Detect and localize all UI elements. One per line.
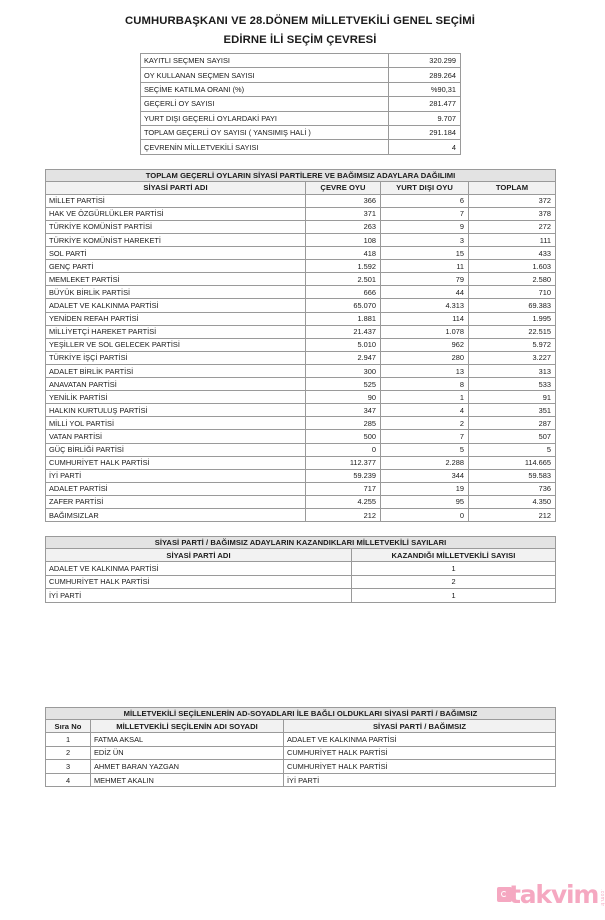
party-abroad-votes-cell: 13 [381, 364, 469, 377]
summary-row-label: ÇEVRENİN MİLLETVEKİLİ SAYISI [141, 140, 389, 154]
party-abroad-votes-cell: 11 [381, 260, 469, 273]
party-name-cell: MİLLİ YOL PARTİSİ [46, 417, 306, 430]
party-total-votes-cell: 2.580 [469, 273, 556, 286]
table-row [46, 194, 556, 207]
table-row [46, 562, 556, 576]
page-title: CUMHURBAŞKANI VE 28.DÖNEM MİLLETVEKİLİ GENEL SEÇİMİ [124, 15, 476, 27]
table-row [46, 325, 556, 338]
table-row [46, 495, 556, 508]
party-total-votes-cell: 287 [469, 417, 556, 430]
party-total-votes-cell: 378 [469, 207, 556, 220]
party-total-votes-cell: 212 [469, 508, 556, 521]
party-local-votes-cell: 65.070 [306, 299, 381, 312]
party-local-votes-cell: 263 [306, 220, 381, 233]
party-local-votes-cell: 366 [306, 194, 381, 207]
party-name-cell: İYİ PARTİ [46, 469, 306, 482]
summary-row [141, 82, 461, 96]
party-total-votes-cell: 111 [469, 234, 556, 247]
summary-row-value: 4 [389, 140, 461, 154]
summary-row-value: 289.264 [389, 68, 461, 82]
table-row [46, 273, 556, 286]
party-abroad-votes-cell: 95 [381, 495, 469, 508]
party-abroad-votes-cell: 1.078 [381, 325, 469, 338]
table-row [46, 456, 556, 469]
party-local-votes-cell: 1.592 [306, 260, 381, 273]
table-row [46, 299, 556, 312]
party-abroad-votes-cell: 0 [381, 508, 469, 521]
mps-table-banner-row [46, 708, 556, 720]
party-local-votes-cell: 2.501 [306, 273, 381, 286]
party-total-votes-cell: 22.515 [469, 325, 556, 338]
party-local-votes-cell: 90 [306, 391, 381, 404]
party-local-votes-cell: 717 [306, 482, 381, 495]
watermark-tld: .com.tr [599, 888, 605, 906]
party-local-votes-cell: 4.255 [306, 495, 381, 508]
mp-name-cell: MEHMET AKALIN [91, 773, 284, 787]
party-total-votes-cell: 69.383 [469, 299, 556, 312]
party-name-cell: MEMLEKET PARTİSİ [46, 273, 306, 286]
table-row [46, 286, 556, 299]
mp-row-number-cell: 4 [46, 773, 91, 787]
table-row [46, 773, 556, 787]
party-table-column-header-row [46, 181, 556, 194]
party-name-cell: GENÇ PARTİ [46, 260, 306, 273]
elected-mps-table [45, 707, 556, 787]
table-row [46, 575, 556, 589]
page-subtitle: EDİRNE İLİ SEÇİM ÇEVRESİ [223, 34, 377, 46]
table-row [46, 443, 556, 456]
party-abroad-votes-cell: 2 [381, 417, 469, 430]
table-row [46, 391, 556, 404]
party-name-cell: ADALET PARTİSİ [46, 482, 306, 495]
party-local-votes-cell: 21.437 [306, 325, 381, 338]
party-total-votes-cell: 5.972 [469, 338, 556, 351]
party-abroad-votes-cell: 79 [381, 273, 469, 286]
table-row [46, 404, 556, 417]
mp-row-number-cell: 3 [46, 760, 91, 774]
column-header-total-votes: TOPLAM [469, 181, 556, 194]
party-abroad-votes-cell: 44 [381, 286, 469, 299]
party-total-votes-cell: 272 [469, 220, 556, 233]
party-name-cell: TÜRKİYE KOMÜNİST PARTİSİ [46, 220, 306, 233]
party-total-votes-cell: 114.665 [469, 456, 556, 469]
party-total-votes-cell: 507 [469, 430, 556, 443]
summary-table [140, 53, 461, 155]
table-row [46, 469, 556, 482]
column-header-row-number: Sıra No [46, 720, 91, 733]
mps-table-column-header-row [46, 720, 556, 733]
party-local-votes-cell: 2.947 [306, 351, 381, 364]
seat-count-cell: 2 [352, 575, 556, 589]
summary-row [141, 140, 461, 154]
summary-row-value: 320.299 [389, 54, 461, 68]
party-abroad-votes-cell: 962 [381, 338, 469, 351]
party-name-cell: TÜRKİYE İŞÇİ PARTİSİ [46, 351, 306, 364]
party-abroad-votes-cell: 8 [381, 378, 469, 391]
party-local-votes-cell: 525 [306, 378, 381, 391]
mp-row-number-cell: 1 [46, 733, 91, 747]
table-row [46, 508, 556, 521]
column-header-mp-party: SİYASİ PARTİ / BAĞIMSIZ [284, 720, 556, 733]
mps-table-banner: MİLLETVEKİLİ SEÇİLENLERİN AD-SOYADLARI İLE BAĞLI OLDUKLARI SİYASİ PARTİ / BAĞIMSIZ [46, 708, 556, 720]
party-name-cell: ADALET VE KALKINMA PARTİSİ [46, 299, 306, 312]
seats-table-banner-row [46, 537, 556, 549]
summary-row-value: 9.707 [389, 111, 461, 125]
mp-name-cell: EDİZ ÜN [91, 746, 284, 760]
party-total-votes-cell: 710 [469, 286, 556, 299]
party-total-votes-cell: 1.995 [469, 312, 556, 325]
party-local-votes-cell: 1.881 [306, 312, 381, 325]
table-row [46, 733, 556, 747]
party-abroad-votes-cell: 114 [381, 312, 469, 325]
party-name-cell: CUMHURİYET HALK PARTİSİ [46, 456, 306, 469]
party-abroad-votes-cell: 5 [381, 443, 469, 456]
table-row [46, 746, 556, 760]
party-name-cell: TÜRKİYE KOMÜNİST HAREKETİ [46, 234, 306, 247]
seat-party-name-cell: CUMHURİYET HALK PARTİSİ [46, 575, 352, 589]
party-name-cell: YENİDEN REFAH PARTİSİ [46, 312, 306, 325]
seat-party-name-cell: ADALET VE KALKINMA PARTİSİ [46, 562, 352, 576]
party-local-votes-cell: 347 [306, 404, 381, 417]
party-total-votes-cell: 4.350 [469, 495, 556, 508]
party-vote-distribution-table [45, 169, 556, 522]
seat-party-name-cell: İYİ PARTİ [46, 589, 352, 603]
table-row [46, 312, 556, 325]
summary-row-value: 281.477 [389, 97, 461, 111]
seat-count-cell: 1 [352, 562, 556, 576]
party-local-votes-cell: 108 [306, 234, 381, 247]
table-row [46, 351, 556, 364]
party-abroad-votes-cell: 3 [381, 234, 469, 247]
party-abroad-votes-cell: 9 [381, 220, 469, 233]
party-name-cell: ADALET BİRLİK PARTİSİ [46, 364, 306, 377]
seats-won-table [45, 536, 556, 603]
table-row [46, 247, 556, 260]
party-abroad-votes-cell: 280 [381, 351, 469, 364]
mp-party-cell: CUMHURİYET HALK PARTİSİ [284, 746, 556, 760]
summary-row-label: YURT DIŞI GEÇERLİ OYLARDAKİ PAYI [141, 111, 389, 125]
party-name-cell: HALKIN KURTULUŞ PARTİSİ [46, 404, 306, 417]
column-header-party-name: SİYASİ PARTİ ADI [46, 181, 306, 194]
table-row [46, 207, 556, 220]
party-abroad-votes-cell: 2.288 [381, 456, 469, 469]
party-name-cell: BAĞIMSIZLAR [46, 508, 306, 521]
table-row [46, 260, 556, 273]
party-total-votes-cell: 433 [469, 247, 556, 260]
party-abroad-votes-cell: 4 [381, 404, 469, 417]
party-table-banner: TOPLAM GEÇERLİ OYLARIN SİYASİ PARTİLERE VE BAĞIMSIZ ADAYLARA DAĞILIMI [46, 169, 556, 181]
summary-row-label: GEÇERLİ OY SAYISI [141, 97, 389, 111]
party-abroad-votes-cell: 7 [381, 430, 469, 443]
seats-table-column-header-row [46, 549, 556, 562]
party-table-body [46, 194, 556, 521]
party-local-votes-cell: 59.239 [306, 469, 381, 482]
summary-row-label: SEÇİME KATILMA ORANI (%) [141, 82, 389, 96]
seat-count-cell: 1 [352, 589, 556, 603]
table-row [46, 234, 556, 247]
party-abroad-votes-cell: 1 [381, 391, 469, 404]
party-local-votes-cell: 0 [306, 443, 381, 456]
party-name-cell: HAK VE ÖZGÜRLÜKLER PARTİSİ [46, 207, 306, 220]
summary-table-body [141, 54, 461, 155]
column-header-seat-party-name: SİYASİ PARTİ ADI [46, 549, 352, 562]
party-table-banner-row [46, 169, 556, 181]
party-total-votes-cell: 313 [469, 364, 556, 377]
summary-row [141, 97, 461, 111]
party-abroad-votes-cell: 19 [381, 482, 469, 495]
party-total-votes-cell: 1.603 [469, 260, 556, 273]
party-name-cell: SOL PARTİ [46, 247, 306, 260]
party-local-votes-cell: 285 [306, 417, 381, 430]
party-local-votes-cell: 112.377 [306, 456, 381, 469]
party-name-cell: ANAVATAN PARTİSİ [46, 378, 306, 391]
seats-table-head [46, 537, 556, 562]
table-row [46, 482, 556, 495]
summary-row-value: 291.184 [389, 125, 461, 139]
summary-row [141, 125, 461, 139]
party-name-cell: YEŞİLLER VE SOL GELECEK PARTİSİ [46, 338, 306, 351]
summary-row-value: %90,31 [389, 82, 461, 96]
takvim-logo-icon [497, 887, 512, 902]
table-row [46, 338, 556, 351]
table-row [46, 364, 556, 377]
summary-row-label: TOPLAM GEÇERLİ OY SAYISI ( YANSIMIŞ HALİ ) [141, 125, 389, 139]
summary-row-label: OY KULLANAN SEÇMEN SAYISI [141, 68, 389, 82]
party-total-votes-cell: 91 [469, 391, 556, 404]
table-row [46, 378, 556, 391]
party-local-votes-cell: 500 [306, 430, 381, 443]
table-row [46, 589, 556, 603]
document-title-block [0, 0, 600, 48]
party-table-head [46, 169, 556, 194]
party-total-votes-cell: 372 [469, 194, 556, 207]
takvim-watermark [497, 878, 605, 910]
mp-name-cell: FATMA AKSAL [91, 733, 284, 747]
party-local-votes-cell: 666 [306, 286, 381, 299]
party-name-cell: ZAFER PARTİSİ [46, 495, 306, 508]
mps-table-head [46, 708, 556, 733]
column-header-abroad-votes: YURT DIŞI OYU [381, 181, 469, 194]
seats-table-banner: SİYASİ PARTİ / BAĞIMSIZ ADAYLARIN KAZANDIKLARI MİLLETVEKİLİ SAYILARI [46, 537, 556, 549]
party-local-votes-cell: 371 [306, 207, 381, 220]
seats-table-body [46, 562, 556, 603]
mp-party-cell: CUMHURİYET HALK PARTİSİ [284, 760, 556, 774]
mp-party-cell: ADALET VE KALKINMA PARTİSİ [284, 733, 556, 747]
party-abroad-votes-cell: 4.313 [381, 299, 469, 312]
party-total-votes-cell: 59.583 [469, 469, 556, 482]
party-abroad-votes-cell: 15 [381, 247, 469, 260]
party-abroad-votes-cell: 7 [381, 207, 469, 220]
party-name-cell: VATAN PARTİSİ [46, 430, 306, 443]
mp-party-cell: İYİ PARTİ [284, 773, 556, 787]
party-local-votes-cell: 418 [306, 247, 381, 260]
table-row [46, 220, 556, 233]
column-header-local-votes: ÇEVRE OYU [306, 181, 381, 194]
table-row [46, 417, 556, 430]
party-abroad-votes-cell: 344 [381, 469, 469, 482]
party-name-cell: BÜYÜK BİRLİK PARTİSİ [46, 286, 306, 299]
party-local-votes-cell: 212 [306, 508, 381, 521]
watermark-wordmark: takvim [509, 879, 599, 909]
column-header-seat-count: KAZANDIĞI MİLLETVEKİLİ SAYISI [352, 549, 556, 562]
summary-row-label: KAYITLI SEÇMEN SAYISI [141, 54, 389, 68]
party-total-votes-cell: 351 [469, 404, 556, 417]
party-total-votes-cell: 533 [469, 378, 556, 391]
summary-row [141, 111, 461, 125]
party-name-cell: MİLLET PARTİSİ [46, 194, 306, 207]
table-row [46, 430, 556, 443]
party-local-votes-cell: 5.010 [306, 338, 381, 351]
party-total-votes-cell: 5 [469, 443, 556, 456]
mps-table-body [46, 733, 556, 787]
party-total-votes-cell: 736 [469, 482, 556, 495]
column-header-mp-name: MİLLETVEKİLİ SEÇİLENİN ADI SOYADI [91, 720, 284, 733]
party-local-votes-cell: 300 [306, 364, 381, 377]
party-name-cell: YENİLİK PARTİSİ [46, 391, 306, 404]
party-name-cell: MİLLİYETÇİ HAREKET PARTİSİ [46, 325, 306, 338]
party-name-cell: GÜÇ BİRLİĞİ PARTİSİ [46, 443, 306, 456]
mp-row-number-cell: 2 [46, 746, 91, 760]
mp-name-cell: AHMET BARAN YAZGAN [91, 760, 284, 774]
party-abroad-votes-cell: 6 [381, 194, 469, 207]
summary-row [141, 54, 461, 68]
party-total-votes-cell: 3.227 [469, 351, 556, 364]
table-row [46, 760, 556, 774]
summary-row [141, 68, 461, 82]
